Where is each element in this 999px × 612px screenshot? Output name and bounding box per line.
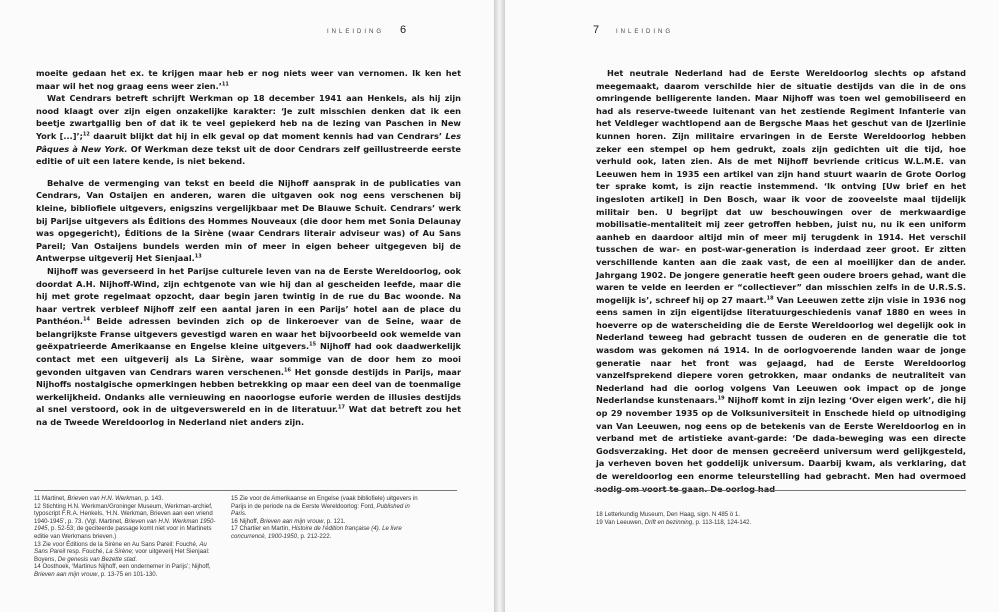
text-run: , p. 143. [141, 495, 164, 502]
text-run: daaruit blijkt dat hij in elk geval op dat moment kennis had van Cendrars’ [89, 130, 446, 141]
footnote-fn18 [596, 511, 856, 519]
book-gutter [494, 0, 505, 612]
footnote-rule-right [594, 490, 966, 491]
text-run: 11 Martinet, [34, 495, 68, 502]
footnote-fn16 [231, 518, 423, 526]
text-run: Behalve de vermenging van tekst en beeld die Nijhoff aansprak in de publicaties van Cendrars, Van Ostaijen en anderen, waren die uitgaven ook nog eens verschenen bij kleine, bibliofiele uitgevers, enigszins vergelijkbaar met De Blauwe Schuit. Cendrars’ werk bij Parijse uitgevers als Éditions des Hommes Nouveaux (die door hem met Sonia Delaunay was opgegericht), Éditions de la Sirène (waar Cendrars literair adviseur was) of Au Sans Pareil; Van Ostaijens bundels werden min of meer in eigen beheer uitgegeven bij de Antwerpse uitgeverij Het Sienjaal. [36, 177, 461, 264]
footnotes-left-col1 [34, 495, 221, 579]
italic-title: De genesis van Bezette stad [57, 555, 136, 563]
italic-title: Les Pâques à New York. [36, 130, 461, 154]
footnote-ref: 12 [82, 131, 90, 138]
paragraph-p1 [36, 67, 461, 92]
text-run: Of Werkman deze tekst uit de door Cendrars zelf geïllustreerde eerste editie of uit een latere kende, is niet bekend. [36, 143, 461, 167]
footnote-ref: 13 [194, 253, 202, 260]
text-run: Van Leeuwen zette zijn visie in 1936 nog eens samen in zijn eigentijdse literatuurgeschiedenis vanaf 1880 en wees in hoeverre op de waterscheiding die de Eerste Wereldoorlog wel degelijk ook in Nederland teweeg had gebracht tussen de ouderen en de generatie die tot wasdom was gekomen ná 1914. In de oorlogvoerende landen waar de jonge generatie naar het front was gejaagd, had de Eerste Wereldoorlog vanzelfsprekend diepere voren getrokken, maar ondanks de neutraliteit van Nederland had die oorlog volgens Van Leeuwen ook impact op de jonge Nederlandse kunstenaars. [596, 294, 966, 406]
text-run: Beide adressen bevinden zich op de linkeroever van de Seine, waar de belangrijkste Franse uitgevers gevestigd waren en waar het bijvoorbeeld ook wemelde van geëxpatrieerde Amerikaanse en Engelse kleine uitgevers. [36, 316, 461, 352]
italic-title: Brieven aan mijn vrouw [34, 570, 98, 578]
italic-title: Au Sans Pareil [34, 540, 207, 556]
right-page [505, 0, 999, 612]
paragraph-p3 [36, 177, 461, 265]
page-number-left: 6 [400, 24, 407, 36]
text-run: Nijhoff was geverseerd in het Parijse culturele leven van na de Eerste Wereldoorlog, ook doordat A.H. Nijhoff-Wind, zijn echtgenote van wie hij dan al gescheiden leefde, maar die hij met grote regelmaat opzocht, daar begin jaren twintig in de rue du Bac woonde. Na haar vertrek verbleef Nijhoff zelf een aantal jaren in een Parijs’ hotel aan de place du Panthéon. [36, 265, 461, 327]
text-run: , p. 212-222. [297, 532, 332, 540]
footnote-fn13 [34, 541, 221, 564]
text-run: moeite gedaan het ex. te krijgen maar heb er nog niets weer van vernomen. Ik ken het maar wil het nog graag eens weer zien.’ [36, 68, 461, 91]
text-run: resp. Fouché, [65, 548, 106, 556]
footnote-ref: 11 [221, 80, 229, 87]
page-number-right: 7 [593, 24, 600, 36]
italic-title: Brieven van H.N. Werkman [67, 495, 142, 502]
text-run: . [244, 510, 247, 518]
italic-title: Published in Paris [231, 502, 410, 518]
footnote-ref: 16 [284, 366, 291, 373]
footnotes-right [596, 511, 856, 526]
text-run: Het neutrale Nederland had de Eerste Wereldoorlog slechts op afstand meegemaakt, daarom verschilde hier de situatie destijds van die in de ons omringende belligerente landen. Maar Nijhoff was toen wel gemobiliseerd en had als reserve-tweede luitenant van het zestiende Regiment Infanterie van het Veldleger wachtlopend aan de Bergsche Maas het geschut van de IJzerlinie kunnen horen. Zijn militaire ervaringen in de Eerste Wereldoorlog hebben zeker een stempel op hem gedrukt, zoals zijn gedichten uit die tijd, hoe verhuld ook, laten zien. Als de met Nijhoff bevriende criticus W.L.M.E. van Leeuwen hem in 1935 een artikel van zijn hand stuurt waarin de Grote Oorlog ter sprake komt, is zijn reactie instemmend. ‘Ik ontving [Uw brief en het ingesloten artikel] in Den Bosch, waar ik voor de zooveelste maal tijdelijk militair ben. U begrijpt dat uw beschouwingen over de merkwaardige mobilisatie-mentaliteit mij zeer getroffen hebben, juist nu, nu ik een uniform aanheb en daardoor altijd min of meer mij terugdenk in 1914. Het verschil tusschen de war- en post-war-generation is inderdaad zeer groot. Er zitten verschillende kanten aan die zaak vast, de een al moeilijker dan de ander. Jahrgang 1902. De jongere generatie heeft geen oudere broers gehad, want die waren te velde en leerden er “collectiever” dan misschien zelfs in de U.R.S.S. mogelijk is’, schreef hij op 27 maart. [596, 68, 966, 305]
footnote-fn11 [34, 495, 221, 503]
text-run: ; voor uitgeverij Het Sienjaal: Boyens, [34, 548, 210, 563]
paragraph-p4 [36, 265, 461, 429]
footnote-fn17 [231, 525, 423, 540]
text-run: Het gonsde destijds in Parijs, maar Nijhoffs nostalgische opmerkingen hebben betrekking op maar een deel van de toenmalige werkelijkheid. Ondanks alle vernieuwing en naoorlogse euforie werden de illusies destijds al snel verstoord, ook in de uitgeverswereld en in de literatuur. [36, 366, 461, 415]
text-run: 19 Van Leeuwen, [596, 518, 645, 526]
footnote-fn19 [596, 519, 856, 527]
text-run: , p. 52-53; de geciteerde passage komt niet voor in Martinets editie van Werkmans brieven.) [34, 525, 212, 540]
text-run: Nijhoff had ook daadwerkelijk contact met een uitgeverij als La Sirène, waar sommige van de door hem zo mooi gevonden uitgaven van Cendrars waren verschenen. [36, 341, 461, 377]
left-page [0, 0, 494, 612]
text-run: , p. 13-75 en 101-130. [97, 570, 158, 578]
footnote-rule-left [34, 490, 457, 491]
text-run: 17 Chartier en Martin, [231, 525, 292, 533]
right-body-text [596, 67, 966, 495]
text-run: 16 Nijhoff, [231, 517, 261, 525]
paragraph-p1 [596, 67, 966, 495]
italic-title: Brieven van H.N. Werkman 1950-1945 [34, 517, 216, 533]
footnote-ref: 15 [309, 341, 317, 348]
text-run: , p. 121. [323, 517, 346, 525]
text-run: Wat dat betreft zou het na de Tweede Wereldoorlog in Nederland niet anders zijn. [36, 404, 461, 428]
footnote-ref: 14 [83, 316, 90, 323]
text-run: 15 Zie voor de Amerikaanse en Engelse (vaak bibliofiele) uitgevers in Parijs in de periode na de Eerste Wereldoorlog: Ford, [231, 495, 418, 510]
footnote-ref: 19 [717, 395, 725, 402]
footnote-fn15 [231, 495, 423, 518]
italic-title: Brieven aan mijn vrouw [260, 517, 324, 525]
text-run: , p. 113-118, 124-142. [692, 518, 752, 526]
footnotes-left-col2 [231, 495, 423, 541]
paragraph-p2 [36, 92, 461, 168]
footnote-ref: 18 [766, 294, 774, 301]
text-run: 14 Oosthoek, ‘Martinus Nijhoff, een ondernemer in Parijs’; Nijhoff, [34, 563, 211, 571]
running-head-right: INLEIDING [616, 29, 674, 35]
text-run: 13 Zie voor Éditions de la Sirène en Au Sans Pareil: Fouché, [34, 540, 200, 548]
italic-title: La Sirène [105, 548, 132, 556]
text-run: . [135, 555, 137, 563]
left-body-text [36, 67, 461, 429]
text-run: 18 Letterkundig Museum, Den Haag, sign. N 485 ö 1. [596, 511, 740, 518]
text-run: Nijhoff komt in zijn lezing ‘Over eigen werk’, die hij op 29 november 1935 op de Volksuniversiteit in Enschede hield op uitnodiging van Van Leeuwen, nog eens op de betekenis van de Eerste Wereldoorlog en in verband met de artistieke avant-garde: ‘De dada-beweging was een directe Godsverzaking. Het door de mensen gecreëerd universum werd gelijkgesteld, ja verheven boven het goddelijk universum. Daarbij kwam, als verklaring, dat de wereldoorlog een enorme teleurstelling had gebracht. Men had overmoed nodig om voort te gaan. De oorlog had [596, 395, 966, 494]
text-run: 12 Stichting H.N. Werkman/Groninger Museum, Werkman-archief, typoscript F.R.A. Henkels, ‘H.N. Werkman, Brieven aan een vriend 1940-1945’, p. 73. (Vgl. Martinet, [34, 502, 213, 525]
italic-title: Drift en bezinning [644, 518, 693, 526]
footnote-fn12 [34, 503, 221, 541]
text-run: Wat Cendrars betreft schrijft Werkman op 18 december 1941 aan Henkels, als hij zijn nood klaagt over zijn eigen onzakelijke karakter: ‘Je zult misschien denken dat ik een beetje zwartgallig ben of dat ik te veel gepiekerd heb na de lezing van Paschen in New York [...]’; [36, 93, 461, 141]
running-head-left: INLEIDING [327, 29, 385, 35]
footnote-ref: 17 [338, 404, 346, 411]
italic-title: Histoire de l’édition française (4). Le livre concurrencé, 1900-1950 [231, 525, 402, 540]
footnote-fn14 [34, 563, 221, 578]
